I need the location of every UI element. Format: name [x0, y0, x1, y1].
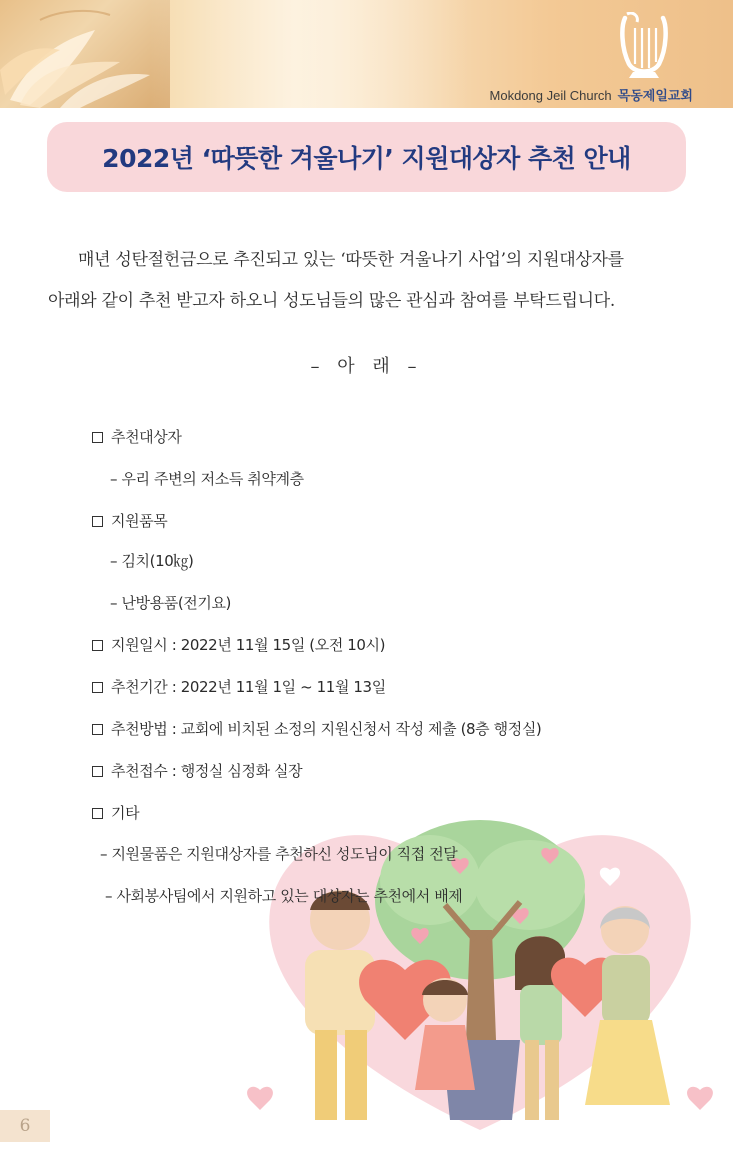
list-item: 지원일시 : 2022년 11월 15일 (오전 10시) [92, 634, 385, 655]
checkbox-icon [92, 808, 103, 819]
list-item: 추천접수 : 행정실 심정화 실장 [92, 760, 302, 781]
church-name [490, 85, 693, 104]
list-item: 추천기간 : 2022년 11월 1일 ~ 11월 13일 [92, 676, 386, 697]
checkbox-icon [92, 724, 103, 735]
header-fade [150, 0, 470, 108]
checkbox-icon [92, 682, 103, 693]
harp-logo-icon [615, 12, 673, 80]
checkbox-icon [92, 766, 103, 777]
section-heading-ara: – 아 래 – [310, 356, 423, 377]
list-item: 지원품목 [92, 510, 167, 531]
page-title: 2022년 ‘따뜻한 겨울나기’ 지원대상자 추천 안내 [102, 144, 631, 173]
checkbox-icon [92, 516, 103, 527]
list-item: 기타 [92, 802, 139, 823]
page-number: 6 [0, 1110, 50, 1142]
church-name-ko: 목동제일교회 [617, 89, 693, 104]
page-header [0, 0, 733, 108]
checkbox-icon [92, 432, 103, 443]
intro-line-2: 아래와 같이 추천 받고자 하오니 성도님들의 많은 관심과 참여를 부탁드립니다. [48, 291, 615, 311]
church-name-en: Mokdong Jeil Church [489, 88, 612, 103]
list-item: – 김치(10㎏) [110, 552, 194, 570]
list-item: – 사회봉사팀에서 지원하고 있는 대상자는 추천에서 배제 [105, 887, 463, 905]
list-item: – 난방용품(전기요) [110, 594, 232, 612]
intro-paragraph [48, 240, 688, 322]
intro-line-1: 매년 성탄절헌금으로 추진되고 있는 ‘따뜻한 겨울나기 사업’의 지원대상자를 [78, 250, 624, 270]
title-banner [47, 122, 686, 192]
list-item: 추천대상자 [92, 426, 181, 447]
list-item: 추천방법 : 교회에 비치된 소정의 지원신청서 작성 제출 (8층 행정실) [92, 718, 541, 739]
checkbox-icon [92, 640, 103, 651]
list-item: – 우리 주변의 저소득 취약계층 [110, 470, 304, 488]
list-item: – 지원물품은 지원대상자를 추천하신 성도님이 직접 전달 [100, 845, 458, 863]
